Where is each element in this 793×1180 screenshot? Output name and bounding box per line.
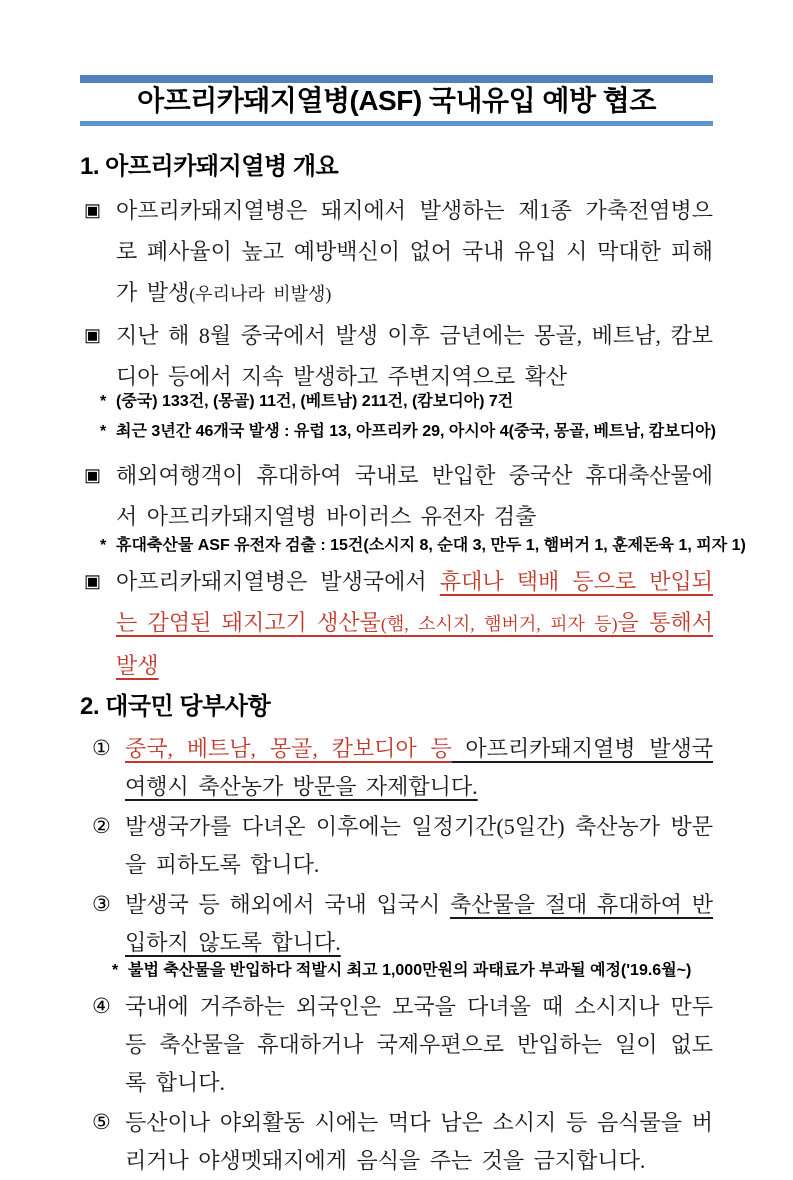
asterisk-marker: *: [100, 423, 107, 440]
asterisk-marker: *: [100, 393, 107, 410]
detection-note: [80, 531, 746, 561]
square-bullet-icon: ▣: [84, 200, 102, 220]
request-items: [80, 730, 713, 1180]
circled-1-icon: ①: [92, 737, 111, 760]
bullet-text: 지난 해 8월 중국에서 발생 이후 금년에는 몽골, 베트남, 캄보디아 등에서 지속 발생하고 주변지역으로 확산: [116, 323, 713, 389]
emphasis-red-underline: 휴대나 택배 등으로 반입되는 감염된 돼지고기 생산물: [116, 569, 713, 635]
bullet-text: 아프리카돼지열병은 돼지에서 발생하는 제1종 가축전염병으로 폐사율이 높고 예방백신이 없어 국내 유입 시 막대한 피해가 발생(우리나라 비발생): [116, 198, 713, 305]
emphasis-red-paren: (햄, 소시지, 햄버거, 피자 등): [380, 614, 618, 634]
square-bullet-icon: ▣: [84, 571, 102, 591]
circled-3-icon: ③: [92, 893, 111, 916]
item-text: 국내에 거주하는 외국인은 모국을 다녀올 때 소시지나 만두 등 축산물을 휴대하거나 국제우편으로 반입하는 일이 없도록 합니다.: [125, 994, 713, 1095]
item-text: [125, 730, 713, 806]
document-header: [80, 0, 713, 126]
circled-2-icon: ②: [92, 815, 111, 838]
asterisk-marker: *: [100, 537, 107, 554]
note-country-cases: * (중국) 133건, (몽골) 11건, (베트남) 211건, (캄보디아) 7건: [80, 387, 713, 417]
underlined-text: 축산물을 절대 휴대하여 반입하지 않도록 합니다.: [125, 892, 714, 955]
request-item-3: [80, 886, 713, 962]
circled-5-icon: ⑤: [92, 1111, 111, 1134]
bullet-text: 아프리카돼지열병은 발생국에서 휴대나 택배 등으로 반입되는 감염된 돼지고기 생산물(햄, 소시지, 햄버거, 피자 등)을 통해서 발생: [116, 569, 714, 678]
request-item-2: [80, 808, 713, 884]
section1-heading: 1. 아프리카돼지열병 개요: [80, 153, 339, 180]
emphasis-red-underline: 을 통해서 발생: [116, 610, 714, 678]
asterisk-marker: *: [112, 962, 119, 979]
bullet-text: 해외여행객이 휴대하여 국내로 반입한 중국산 휴대축산물에서 아프리카돼지열병 바이러스 유전자 검출: [116, 463, 713, 529]
page-title: 아프리카돼지열병(ASF) 국내유입 예방 협조: [137, 85, 656, 116]
request-item-5: [80, 1104, 713, 1180]
item-text: 발생국 등 해외에서 국내 입국시 축산물을 절대 휴대하여 반입하지 않도록 합니다.: [125, 892, 714, 955]
note-illegal-import-fine: * 불법 축산물을 반입하다 적발시 최고 1,000만원의 과태료가 부과될 예정('19.6월~): [80, 956, 713, 986]
item-text: 등산이나 야외활동 시에는 먹다 남은 소시지 등 음식물을 버리거나 야생멧돼지에게 음식을 주는 것을 금지합니다.: [125, 1110, 713, 1173]
header-top-rule: [80, 75, 713, 83]
section2-heading: 2. 대국민 당부사항: [80, 693, 271, 720]
bullet-overview-4: [80, 561, 713, 686]
square-bullet-icon: ▣: [84, 325, 102, 345]
underlined-text: 아프리카돼지열병 발생국 여행시 축산농가 방문을 자제합니다.: [125, 736, 713, 799]
request-item-1: [80, 730, 713, 806]
square-bullet-icon: ▣: [84, 465, 102, 485]
emphasis-red-underline: 중국, 베트남, 몽골, 캄보디아 등: [125, 736, 452, 761]
header-bottom-rule: [80, 121, 713, 126]
fine-note: [80, 956, 713, 986]
request-item-4: [80, 988, 713, 1102]
bullet-overview-3: [80, 455, 713, 537]
bullet-overview-2: [80, 315, 713, 397]
note-asf-detection: * 휴대축산물 ASF 유전자 검출 : 15건(소시지 8, 순대 3, 만두 1, 햄버거 1, 훈제돈육 1, 피자 1): [80, 531, 713, 561]
note-3year-outbreaks: * 최근 3년간 46개국 발생 : 유럽 13, 아프리카 29, 아시아 4(중국, 몽골, 베트남, 캄보디아): [80, 417, 713, 447]
bullet-overview-1: [80, 190, 713, 315]
item-text: 발생국가를 다녀온 이후에는 일정기간(5일간) 축산농가 방문을 피하도록 합니다.: [125, 814, 713, 877]
circled-4-icon: ④: [92, 995, 111, 1018]
paren-note: (우리나라 비발생): [189, 284, 332, 304]
